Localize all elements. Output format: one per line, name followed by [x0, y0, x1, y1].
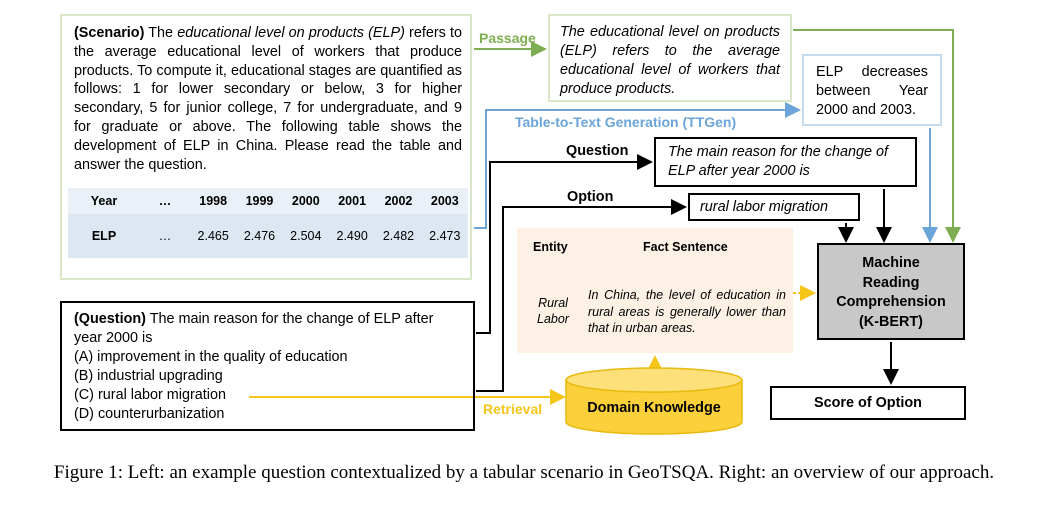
- option-arrow-label: Option: [567, 189, 614, 205]
- fact-entity: Rural Labor: [537, 296, 569, 326]
- retrieval-label: Retrieval: [483, 401, 543, 417]
- score-box: Score of Option: [770, 386, 966, 420]
- scenario-text: (Scenario) The educational level on products (ELP) refers to the average educational level of workers that produce products. To compute it, educational stages are quantified as follows: 1 for lower secondary or below, 3 for higher secondary, 5 for junior college, 7 for undergraduate, and 9 for graduate or above. The following table shows the development of ELP in China. Please read the table and answer the question.: [74, 25, 462, 173]
- ttgen-label: Table-to-Text Generation (TTGen): [515, 114, 737, 130]
- option-c: (C) rural labor migration: [74, 387, 226, 403]
- fact-header: Fact Sentence: [643, 240, 728, 254]
- ttgen-sentence-box: ELP decreases between Year 2000 and 2003.: [802, 54, 942, 126]
- fact-sentence: In China, the level of education in rural areas is generally lower than that in urban areas.: [588, 288, 786, 335]
- scenario-label: (Scenario): [74, 25, 145, 41]
- question-arrow-label: Question: [566, 143, 629, 159]
- table-data-row: ELP … 2.465 2.476 2.504 2.490 2.482 2.473: [68, 214, 468, 258]
- domain-knowledge-label: Domain Knowledge: [587, 400, 721, 416]
- option-box: rural labor migration: [688, 193, 860, 221]
- scenario-box: [60, 14, 472, 280]
- elp-table: [68, 188, 468, 258]
- option-b: (B) industrial upgrading: [74, 368, 223, 384]
- passage-box: The educational level on products (ELP) refers to the average educational level of workers that produce products.: [548, 14, 792, 102]
- table-header-row: Year … 1998 1999 2000 2001 2002 2003: [68, 188, 468, 214]
- passage-label: Passage: [479, 30, 536, 46]
- option-a: (A) improvement in the quality of education: [74, 349, 348, 365]
- mrc-box: [817, 243, 965, 340]
- question-box: [60, 301, 475, 431]
- figure-caption: Figure 1: Left: an example question contextualized by a tabular scenario in GeoTSQA. Right: an overview of our approach.: [53, 462, 995, 483]
- main-question-box: The main reason for the change of ELP after year 2000 is: [654, 137, 917, 187]
- question-stem: (Question) The main reason for the change of ELP after year 2000 is: [74, 311, 434, 346]
- fact-table: [517, 228, 793, 353]
- option-d: (D) counterurbanization: [74, 406, 225, 422]
- mrc-label: Machine Reading Comprehension (K-BERT): [836, 255, 946, 330]
- entity-header: Entity: [533, 240, 568, 254]
